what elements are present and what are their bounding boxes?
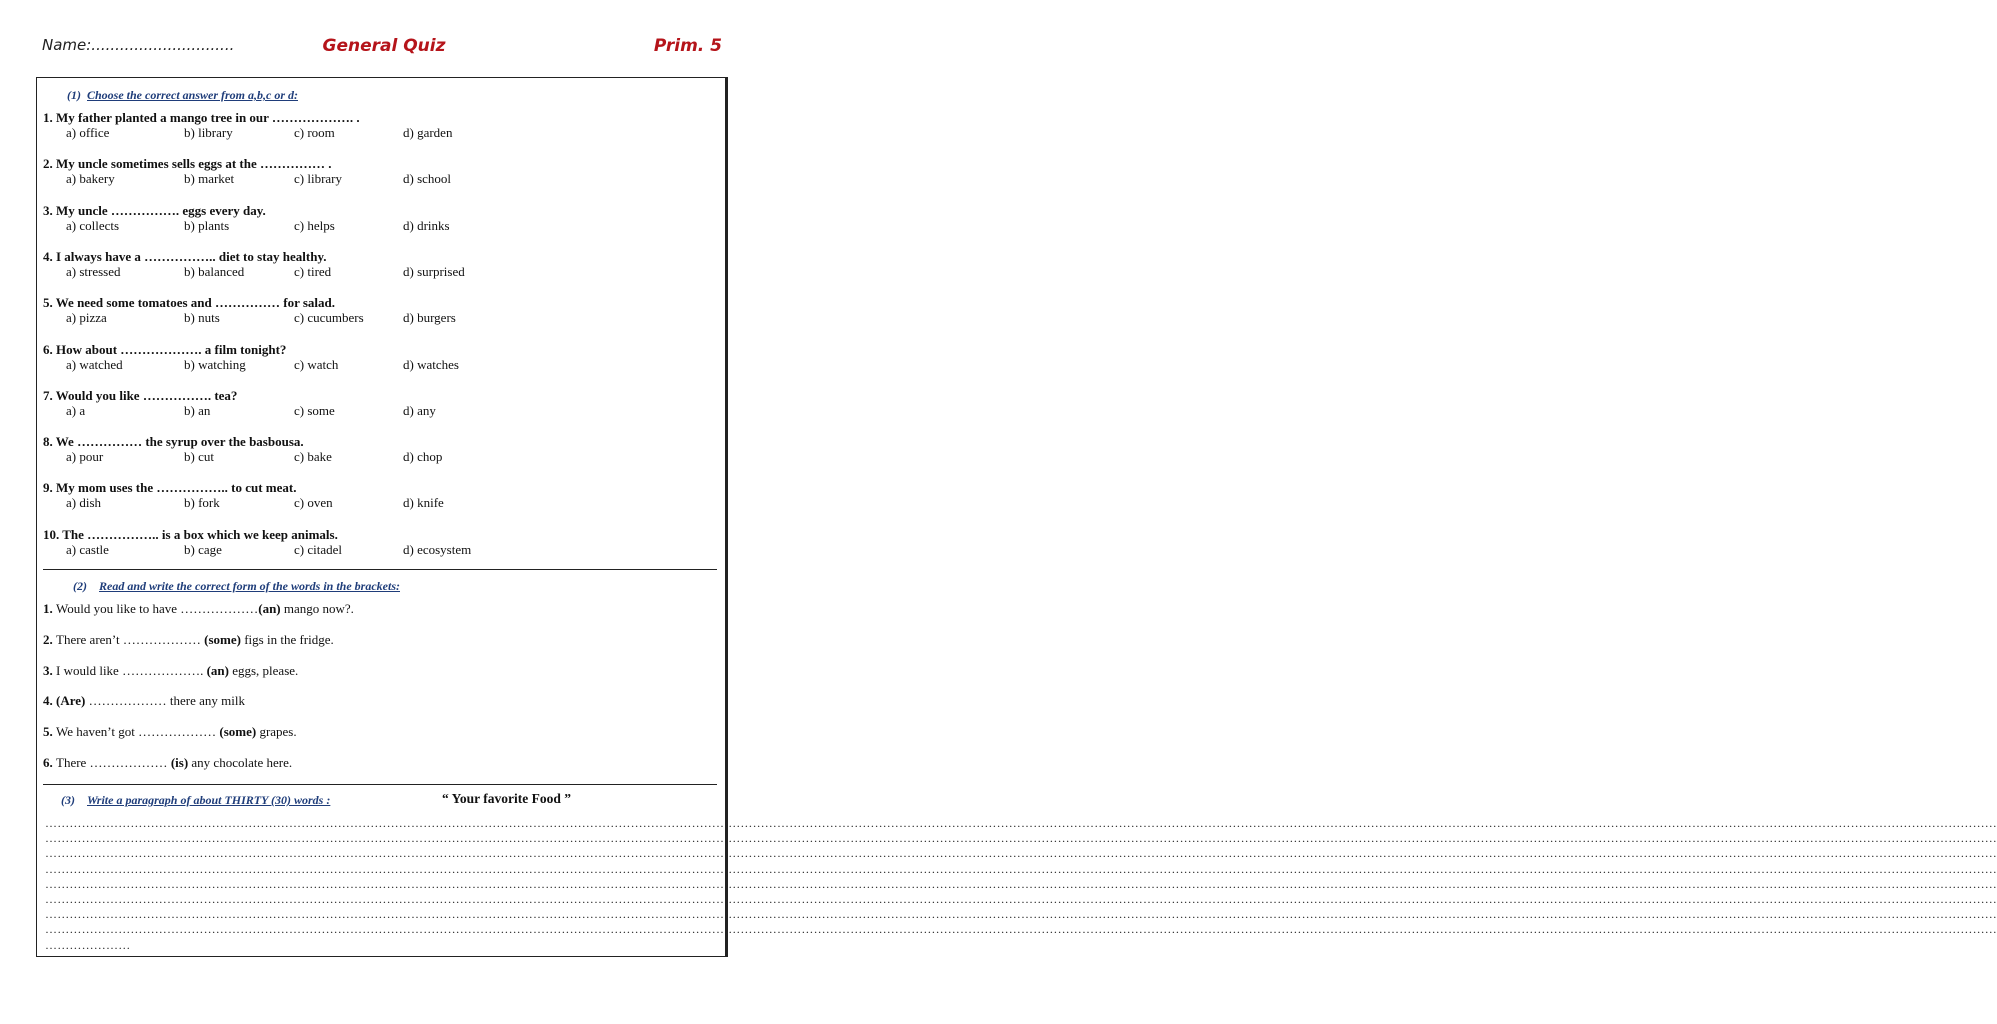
- question-text: 3. My uncle ……………. eggs every day.: [43, 202, 266, 218]
- question-text: 5. We need some tomatoes and …………… for salad.: [43, 295, 336, 311]
- bracket-word: (some): [219, 724, 257, 740]
- question-text: 2. My uncle sometimes sells eggs at the …………… .: [43, 156, 332, 172]
- answer-option: c) tired: [294, 263, 332, 279]
- question-text: 4. I always have a …………….. diet to stay healthy.: [43, 248, 327, 264]
- answer-option: b) nuts: [184, 310, 220, 326]
- answer-option: c) library: [294, 171, 343, 187]
- item-text-after: any chocolate here.: [188, 755, 293, 770]
- question-item: [43, 203, 723, 234]
- question-item: [43, 156, 723, 187]
- answer-option: c) some: [294, 402, 335, 418]
- answer-options: [43, 357, 723, 373]
- fill-in-item: [43, 693, 245, 708]
- answer-options: [43, 264, 723, 280]
- question-item: [43, 388, 723, 419]
- answer-options: [43, 403, 723, 419]
- page-title: General Quiz: [322, 36, 446, 56]
- answer-option: a) a: [66, 402, 86, 418]
- item-text-before: There ………………: [56, 755, 171, 770]
- section1-instruction: Choose the correct answer from a,b,c or d:: [87, 88, 298, 102]
- answer-option: c) helps: [294, 217, 335, 233]
- answer-option: b) fork: [184, 495, 220, 511]
- grade-label: Prim. 5: [653, 36, 722, 56]
- fill-in-item: [43, 724, 297, 739]
- fill-in-item: [43, 601, 354, 616]
- section2-instruction: Read and write the correct form of the words in the brackets:: [99, 579, 400, 593]
- writing-line: …………………………………………………………………………………………………………………………………………………………………………………………………………………………………………………………………………………………………………………………………………………………………………………………………………………………………………: [45, 831, 1997, 846]
- question-item: [43, 110, 723, 141]
- answer-options: [43, 495, 723, 511]
- answer-option: d) knife: [403, 495, 444, 511]
- answer-option: d) school: [403, 171, 452, 187]
- answer-option: a) pizza: [66, 310, 107, 326]
- answer-options: [43, 449, 723, 465]
- section-divider: [43, 784, 717, 785]
- answer-option: b) market: [184, 171, 235, 187]
- question-text: 7. Would you like ……………. tea?: [43, 387, 238, 403]
- answer-option: d) surprised: [403, 263, 465, 279]
- answer-option: a) pour: [66, 449, 104, 465]
- paragraph-topic: “ Your favorite Food ”: [442, 791, 571, 806]
- fill-in-item: [43, 632, 334, 647]
- answer-option: a) dish: [66, 495, 102, 511]
- answer-option: b) cage: [184, 541, 222, 557]
- item-number: 2.: [43, 631, 56, 647]
- fill-in-item: [43, 663, 298, 678]
- question-item: [43, 342, 723, 373]
- answer-option: a) collects: [66, 217, 120, 233]
- writing-line: …………………………………………………………………………………………………………………………………………………………………………………………………………………………………………………………………………………………………………………………………………………………………………………………………………………………………………: [45, 892, 1997, 906]
- item-number: 1.: [43, 601, 56, 616]
- item-text-after: figs in the fridge.: [240, 631, 334, 647]
- answer-option: b) cut: [184, 449, 214, 465]
- writing-line: …………………………………………………………………………………………………………………………………………………………………………………………………………………………………………………………………………………………………………………………………………………………………………………………………………………………………………: [45, 861, 1997, 876]
- item-text-before: We haven’t got ………………: [56, 724, 220, 740]
- answer-option: c) room: [294, 125, 335, 140]
- writing-line: …………………………………………………………………………………………………………………………………………………………………………………………………………………………………………………………………………………………………………………………………………………………………………………………………………………………………………: [45, 876, 1997, 891]
- answer-options: [43, 171, 723, 187]
- writing-line: …………………: [45, 937, 131, 952]
- answer-option: d) chop: [403, 449, 443, 465]
- answer-option: d) drinks: [403, 217, 450, 233]
- answer-options: [43, 218, 723, 234]
- question-text: 1. My father planted a mango tree in our ………………. .: [43, 110, 360, 125]
- question-item: [43, 527, 723, 558]
- writing-line: …………………………………………………………………………………………………………………………………………………………………………………………………………………………………………………………………………………………………………………………………………………………………………………………………………………………………………: [45, 846, 1997, 861]
- bracket-word: (an): [206, 662, 229, 678]
- answer-option: d) watches: [403, 356, 459, 372]
- question-item: [43, 480, 723, 511]
- writing-line: …………………………………………………………………………………………………………………………………………………………………………………………………………………………………………………………………………………………………………………………………………………………………………………………………………………………………………: [45, 816, 1997, 830]
- answer-option: b) library: [184, 125, 233, 140]
- answer-option: d) any: [403, 402, 436, 418]
- answer-option: c) cucumbers: [294, 310, 364, 326]
- item-number: 6.: [43, 755, 56, 770]
- question-text: 9. My mom uses the …………….. to cut meat.: [43, 480, 297, 496]
- section1-number: (1): [67, 88, 81, 102]
- quiz-frame: [36, 77, 1997, 957]
- question-item: [43, 434, 723, 465]
- bracket-word: (some): [204, 631, 241, 647]
- item-text-before: Would you like to have ………………: [56, 601, 259, 616]
- answer-option: b) plants: [184, 217, 230, 233]
- answer-option: c) watch: [294, 356, 339, 372]
- writing-line: …………………………………………………………………………………………………………………………………………………………………………………………………………………………………………………………………………………………………………………………………………………………………………………………………………………………………………: [45, 922, 1997, 937]
- question-text: 8. We …………… the syrup over the basbousa.: [43, 434, 304, 450]
- answer-option: c) citadel: [294, 541, 342, 557]
- student-name-field: Name:..............................: [42, 36, 235, 54]
- fill-in-item: [43, 755, 292, 770]
- answer-option: d) ecosystem: [403, 541, 472, 557]
- answer-option: d) garden: [403, 125, 453, 140]
- section1-heading: [67, 88, 298, 103]
- item-number: 3.: [43, 662, 56, 678]
- item-text-after: ……………… there any milk: [85, 693, 245, 709]
- section-divider: [43, 569, 717, 570]
- item-text-before: I would like ……………….: [56, 662, 207, 678]
- item-text-after: mango now?.: [280, 601, 354, 616]
- item-number: 5.: [43, 724, 56, 740]
- answer-option: c) bake: [294, 449, 332, 465]
- answer-option: a) stressed: [66, 263, 121, 279]
- item-number: 4.: [43, 693, 56, 709]
- answer-option: c) oven: [294, 495, 333, 511]
- writing-line: …………………………………………………………………………………………………………………………………………………………………………………………………………………………………………………………………………………………………………………………………………………………………………………………………………………………………………: [45, 907, 1997, 922]
- answer-option: b) balanced: [184, 263, 245, 279]
- bracket-word: (Are): [56, 693, 86, 709]
- section2-number: (2): [73, 579, 87, 593]
- answer-options: [43, 542, 723, 558]
- section3-heading: [61, 793, 330, 808]
- section3-instruction: Write a paragraph of about THIRTY (30) words :: [87, 793, 331, 807]
- bracket-word: (an): [258, 601, 281, 616]
- question-text: 10. The …………….. is a box which we keep animals.: [43, 526, 338, 542]
- answer-option: a) office: [66, 125, 110, 140]
- answer-options: [43, 310, 723, 326]
- bracket-word: (is): [170, 755, 189, 770]
- item-text-after: grapes.: [256, 724, 297, 740]
- answer-option: b) an: [184, 402, 211, 418]
- item-text-after: eggs, please.: [228, 662, 299, 678]
- answer-option: a) bakery: [66, 171, 115, 187]
- question-item: [43, 249, 723, 280]
- answer-option: a) castle: [66, 541, 109, 557]
- answer-options: [43, 125, 723, 141]
- question-item: [43, 295, 723, 326]
- section3-number: (3): [61, 793, 75, 807]
- answer-option: b) watching: [184, 356, 246, 372]
- answer-option: a) watched: [66, 356, 123, 372]
- section2-heading: [73, 579, 400, 594]
- answer-option: d) burgers: [403, 310, 456, 326]
- item-text-before: There aren’t ………………: [56, 631, 205, 647]
- question-text: 6. How about ………………. a film tonight?: [43, 341, 287, 357]
